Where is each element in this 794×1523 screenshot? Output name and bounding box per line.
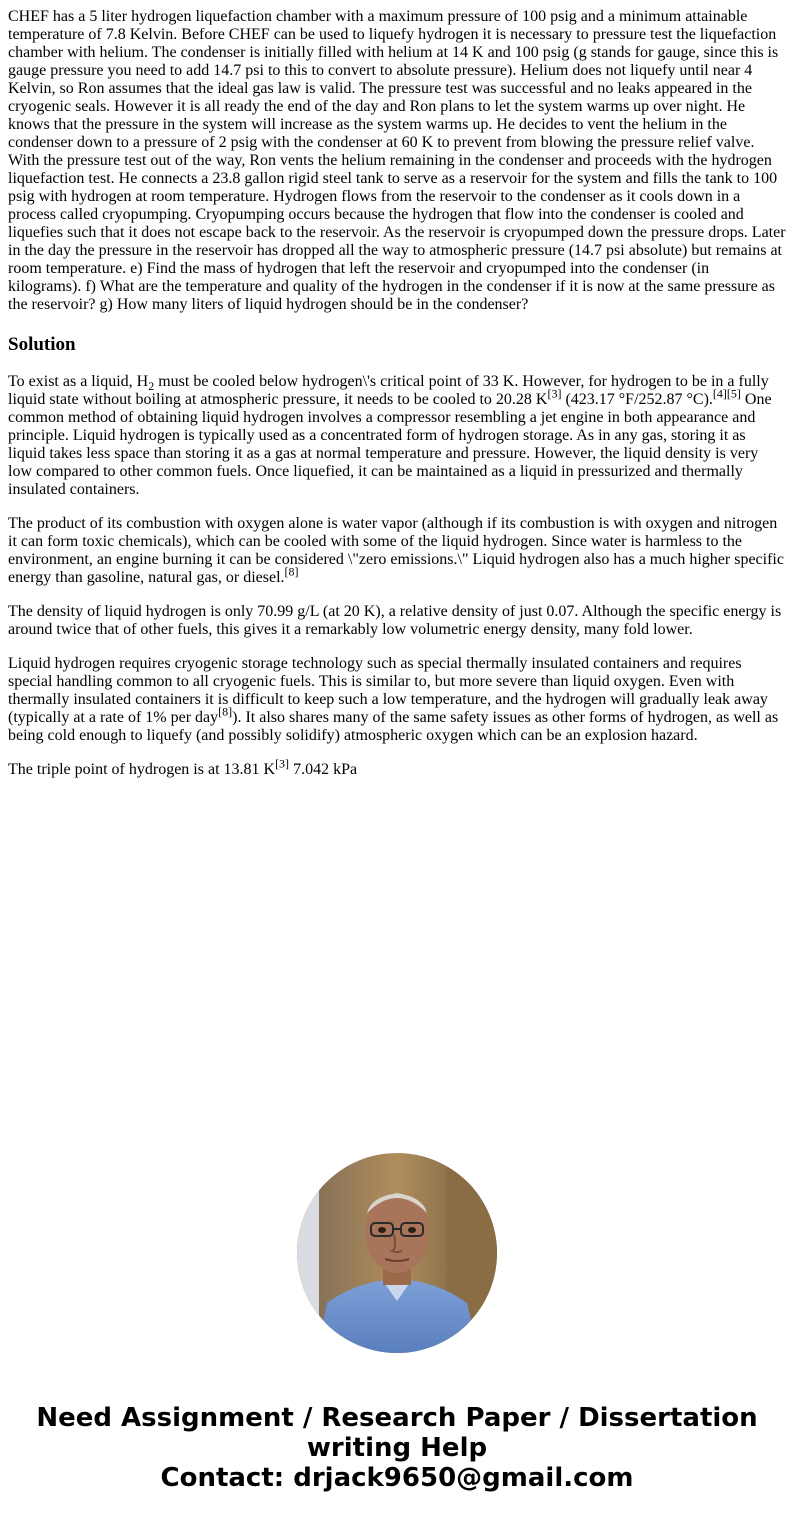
tutor-photo: [297, 1153, 497, 1353]
solution-paragraph-4: [8, 655, 786, 745]
p1-subscript: 2: [148, 379, 155, 394]
contact-banner: [0, 1403, 794, 1493]
solution-paragraph-5: [8, 756, 786, 779]
p1-text-c: (423.17 °F/252.87 °C).: [561, 391, 713, 408]
citation-ref[interactable]: [3]: [547, 386, 562, 401]
solution-heading: Solution: [8, 334, 76, 355]
solution-paragraph-1: [8, 373, 786, 499]
p4-text-a: Liquid hydrogen requires cryogenic storage technology such as special thermally insulated containers and requires special handling common to all cryogenic fuels. This is similar to, but more severe than liquid oxygen. Even with thermally insulated containers it is difficult to keep such a low temperature, and the hydrogen will gradually leak away (typically at a rate of 1% per day: [8, 655, 768, 726]
document-body: [8, 8, 786, 795]
banner-contact-email[interactable]: Contact: drjack9650@gmail.com: [160, 1463, 634, 1493]
p2-text: The product of its combustion with oxygen alone is water vapor (although if its combustion is with oxygen and nitrogen it can form toxic chemicals), which can be cooled with some of the liquid hydrogen. Since water is harmless to the environment, an engine burning it can be considered \"zero emissions.\" Liquid hydrogen also has a much higher specific energy than gasoline, natural gas, or diesel.: [8, 515, 784, 586]
tutor-avatar: [297, 1153, 497, 1353]
p1-text-b: must be cooled below hydrogen\'s critical point of 33 K. However, for hydrogen to be in a fully liquid state without boiling at atmospheric pressure, it needs to be cooled to 20.28 K: [8, 373, 769, 408]
citation-ref[interactable]: [4][5]: [712, 386, 741, 401]
citation-ref[interactable]: [8]: [284, 564, 299, 579]
banner-line-1: Need Assignment / Research Paper / Dissertation: [36, 1403, 758, 1433]
citation-ref[interactable]: [8]: [218, 704, 233, 719]
p1-text-a: To exist as a liquid, H: [8, 373, 149, 390]
citation-ref[interactable]: [3]: [275, 756, 290, 771]
p4-text-b: ). It also shares many of the same safety issues as other forms of hydrogen, as well as being cold enough to liquefy (and possibly solidify) atmospheric oxygen which can be an explosion hazard.: [8, 709, 779, 744]
p5-text-b: 7.042 kPa: [289, 761, 358, 778]
solution-paragraph-2: [8, 515, 786, 587]
solution-paragraph-3: The density of liquid hydrogen is only 70.99 g/L (at 20 K), a relative density of just 0.07. Although the specific energy is around twice that of other fuels, this gives it a remarkably low volumetric energy density, many fold lower.: [8, 603, 782, 638]
p5-text-a: The triple point of hydrogen is at 13.81 K: [8, 761, 276, 778]
p1-text-d: One common method of obtaining liquid hydrogen involves a compressor resembling a jet engine in both appearance and principle. Liquid hydrogen is typically used as a concentrated form of hydrogen storage. As in any gas, storing it as liquid takes less space than storing it as a gas at normal temperature and pressure. However, the liquid density is very low compared to other common fuels. Once liquefied, it can be maintained as a liquid in pressurized and thermally insulated containers.: [8, 391, 772, 498]
banner-line-2: writing Help: [306, 1433, 488, 1463]
question-text: CHEF has a 5 liter hydrogen liquefaction chamber with a maximum pressure of 100 psig and a minimum attainable temperature of 7.8 Kelvin. Before CHEF can be used to liquefy hydrogen it is necessary to pressure test the liquefaction chamber with helium. The condenser is initially filled with helium at 14 K and 100 psig (g stands for gauge, since this is gauge pressure you need to add 14.7 psi to this to convert to absolute pressure). Helium does not liquefy until near 4 Kelvin, so Ron assumes that the ideal gas law is valid. The pressure test was successful and no leaks appeared in the cryogenic seals. However it is all ready the end of the day and Ron plans to let the system warms up over night. He knows that the pressure in the system will increase as the system warms up. He decides to vent the helium in the condenser down to a pressure of 2 psig with the condenser at 60 K to prevent from blowing the pressure relief valve. With the pressure test out of the way, Ron vents the helium remaining in the condenser and proceeds with the hydrogen liquefaction test. He connects a 23.8 gallon rigid steel tank to serve as a reservoir for the system and fills the tank to 100 psig with hydrogen at room temperature. Hydrogen flows from the reservoir to the condenser as it cools down in a process called cryopumping. Cryopumping occurs because the hydrogen that flow into the condenser is cooled and liquefies such that it does not escape back to the reservoir. As the reservoir is cryopumped down the pressure drops. Later in the day the pressure in the reservoir has dropped all the way to atmospheric pressure (14.7 psi absolute) but remains at room temperature. e) Find the mass of hydrogen that left the reservoir and cryopumped into the condenser (in kilograms). f) What are the temperature and quality of the hydrogen in the condenser if it is now at the same pressure as the reservoir? g) How many liters of liquid hydrogen should be in the condenser?: [8, 8, 786, 313]
